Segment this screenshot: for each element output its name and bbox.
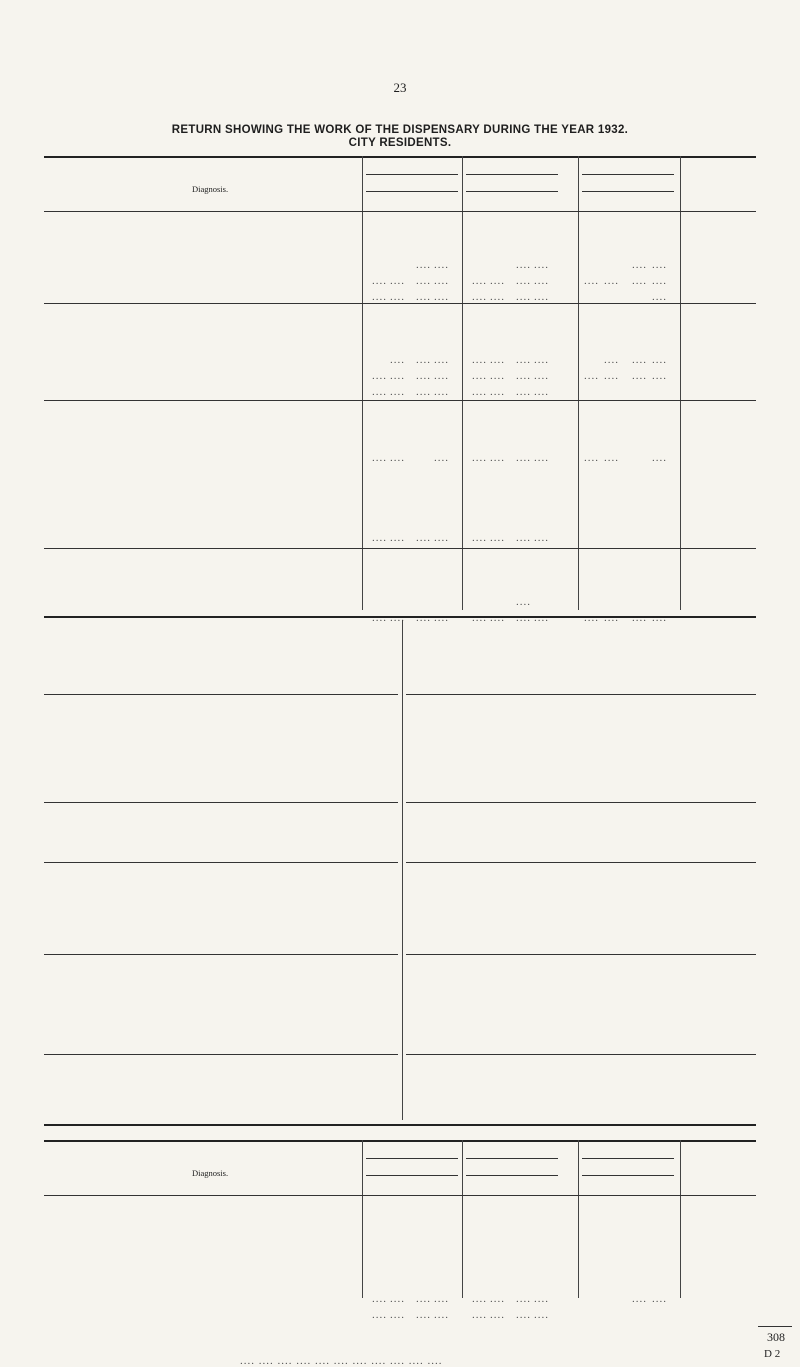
column-divider <box>578 156 579 610</box>
empty-cell: .... <box>632 612 647 624</box>
rule-line <box>44 694 398 695</box>
empty-cell: .... <box>534 612 549 624</box>
column-divider <box>680 1196 681 1298</box>
empty-cell: .... <box>604 370 619 382</box>
empty-cell: .... <box>534 275 549 287</box>
empty-cell: .... <box>534 259 549 271</box>
empty-cell: .... <box>472 1309 487 1321</box>
empty-cell: .... <box>652 275 667 287</box>
sum-rule <box>758 1326 792 1327</box>
empty-cell: .... <box>390 612 405 624</box>
empty-cell: .... <box>516 1293 531 1305</box>
rule-line <box>44 802 398 803</box>
empty-cell: .... <box>534 1293 549 1305</box>
empty-cell: .... <box>434 275 449 287</box>
empty-cell: .... <box>472 354 487 366</box>
empty-cell: .... <box>434 354 449 366</box>
rule-line <box>44 954 398 955</box>
rule-line <box>366 1158 458 1159</box>
rule-line <box>366 174 458 175</box>
column-divider <box>362 1196 363 1298</box>
empty-cell: .... <box>584 612 599 624</box>
rule-line <box>406 802 756 803</box>
empty-cell: .... <box>584 370 599 382</box>
empty-cell: .... <box>584 275 599 287</box>
empty-cell: .... <box>434 1309 449 1321</box>
empty-cell: .... <box>490 452 505 464</box>
empty-cell: .... <box>632 275 647 287</box>
empty-cell: .... <box>390 370 405 382</box>
rule-line <box>466 1175 558 1176</box>
empty-cell: .... <box>516 386 531 398</box>
empty-cell: .... <box>652 259 667 271</box>
empty-cell: .... <box>434 370 449 382</box>
rule-line <box>44 303 756 304</box>
rule-line <box>44 616 756 618</box>
empty-cell: .... <box>490 275 505 287</box>
empty-cell: .... <box>472 275 487 287</box>
empty-cell: .... <box>390 532 405 544</box>
empty-cell: .... <box>416 532 431 544</box>
empty-cell: .... <box>390 452 405 464</box>
empty-cell: .... <box>516 532 531 544</box>
empty-cell: .... <box>516 259 531 271</box>
empty-cell: .... <box>490 370 505 382</box>
rule-line <box>466 1158 558 1159</box>
empty-cell: .... <box>604 354 619 366</box>
empty-cell: .... <box>372 386 387 398</box>
empty-cell: .... <box>372 1293 387 1305</box>
rule-line <box>406 954 756 955</box>
empty-cell: .... <box>416 354 431 366</box>
empty-cell: .... <box>416 370 431 382</box>
empty-cell: .... <box>490 612 505 624</box>
empty-cell: .... <box>604 612 619 624</box>
header-diagnosis: Diagnosis. <box>191 184 229 194</box>
section-title-city: CITY RESIDENTS. <box>348 137 452 149</box>
leader-dots: .... .... .... .... .... .... .... .... .... .... .... <box>240 1355 443 1367</box>
empty-cell: .... <box>434 532 449 544</box>
empty-cell: .... <box>434 612 449 624</box>
empty-cell: .... <box>416 386 431 398</box>
empty-cell: .... <box>516 452 531 464</box>
empty-cell: .... <box>416 1309 431 1321</box>
empty-cell: .... <box>372 612 387 624</box>
empty-cell: .... <box>652 291 667 303</box>
empty-cell: .... <box>472 452 487 464</box>
empty-cell: .... <box>534 370 549 382</box>
empty-cell: .... <box>516 275 531 287</box>
empty-cell: .... <box>584 452 599 464</box>
empty-cell: .... <box>472 370 487 382</box>
empty-cell: .... <box>416 291 431 303</box>
rule-line <box>44 1054 398 1055</box>
rule-line <box>406 862 756 863</box>
empty-cell: .... <box>490 291 505 303</box>
rule-line <box>582 1175 674 1176</box>
empty-cell: .... <box>372 452 387 464</box>
empty-cell: .... <box>632 354 647 366</box>
empty-cell: .... <box>652 612 667 624</box>
empty-cell: .... <box>604 452 619 464</box>
empty-cell: .... <box>372 1309 387 1321</box>
empty-cell: .... <box>516 1309 531 1321</box>
empty-cell: .... <box>390 275 405 287</box>
empty-cell: .... <box>472 291 487 303</box>
empty-cell: .... <box>434 1293 449 1305</box>
empty-cell: .... <box>434 291 449 303</box>
column-divider <box>680 156 681 610</box>
rule-line <box>44 548 756 549</box>
empty-cell: .... <box>632 259 647 271</box>
rule-line <box>44 1140 756 1142</box>
empty-cell: .... <box>372 532 387 544</box>
empty-cell: .... <box>534 354 549 366</box>
empty-cell: .... <box>516 291 531 303</box>
rule-line <box>44 1124 756 1126</box>
rule-line <box>44 156 756 158</box>
empty-cell: .... <box>472 1293 487 1305</box>
empty-cell: .... <box>390 1293 405 1305</box>
empty-cell: .... <box>490 532 505 544</box>
overall-grand-sum: 308 <box>767 1330 785 1344</box>
rule-line <box>582 191 674 192</box>
column-divider <box>362 156 363 610</box>
empty-cell: .... <box>372 291 387 303</box>
report-title: RETURN SHOWING THE WORK OF THE DISPENSARY DURING THE YEAR 1932. <box>171 124 629 136</box>
empty-cell: .... <box>534 452 549 464</box>
column-divider <box>578 1196 579 1298</box>
empty-cell: .... <box>652 452 667 464</box>
empty-cell: .... <box>472 386 487 398</box>
rule-line <box>582 174 674 175</box>
rule-line <box>406 1054 756 1055</box>
rule-line <box>44 862 398 863</box>
empty-cell: .... <box>390 291 405 303</box>
rule-line <box>406 694 756 695</box>
empty-cell: .... <box>434 452 449 464</box>
empty-cell: .... <box>534 386 549 398</box>
signature-mark: D 2 <box>764 1348 781 1360</box>
empty-cell: .... <box>534 1309 549 1321</box>
empty-cell: .... <box>434 259 449 271</box>
empty-cell: .... <box>416 275 431 287</box>
empty-cell: .... <box>416 612 431 624</box>
empty-cell: .... <box>390 1309 405 1321</box>
rule-line <box>366 1175 458 1176</box>
empty-cell: .... <box>516 596 531 608</box>
rule-line <box>44 211 756 212</box>
empty-cell: .... <box>516 370 531 382</box>
empty-cell: .... <box>472 612 487 624</box>
empty-cell: .... <box>390 386 405 398</box>
empty-cell: .... <box>516 612 531 624</box>
empty-cell: .... <box>434 386 449 398</box>
empty-cell: .... <box>390 354 405 366</box>
rule-line <box>582 1158 674 1159</box>
empty-cell: .... <box>490 1293 505 1305</box>
rule-line <box>44 400 756 401</box>
empty-cell: .... <box>534 291 549 303</box>
empty-cell: .... <box>490 354 505 366</box>
header-diagnosis: Diagnosis. <box>191 1168 229 1178</box>
rule-line <box>466 174 558 175</box>
empty-cell: .... <box>652 370 667 382</box>
column-divider <box>462 156 463 610</box>
empty-cell: .... <box>652 1293 667 1305</box>
empty-cell: .... <box>416 259 431 271</box>
empty-cell: .... <box>372 370 387 382</box>
rule-line <box>44 1195 756 1196</box>
empty-cell: .... <box>372 275 387 287</box>
empty-cell: .... <box>632 1293 647 1305</box>
empty-cell: .... <box>472 532 487 544</box>
empty-cell: .... <box>604 275 619 287</box>
empty-cell: .... <box>632 370 647 382</box>
column-divider <box>402 620 403 1120</box>
page-number: 23 <box>393 80 407 95</box>
rule-line <box>366 191 458 192</box>
empty-cell: .... <box>534 532 549 544</box>
empty-cell: .... <box>652 354 667 366</box>
empty-cell: .... <box>416 1293 431 1305</box>
empty-cell: .... <box>490 1309 505 1321</box>
column-divider <box>462 1196 463 1298</box>
empty-cell: .... <box>516 354 531 366</box>
empty-cell: .... <box>490 386 505 398</box>
rule-line <box>466 191 558 192</box>
